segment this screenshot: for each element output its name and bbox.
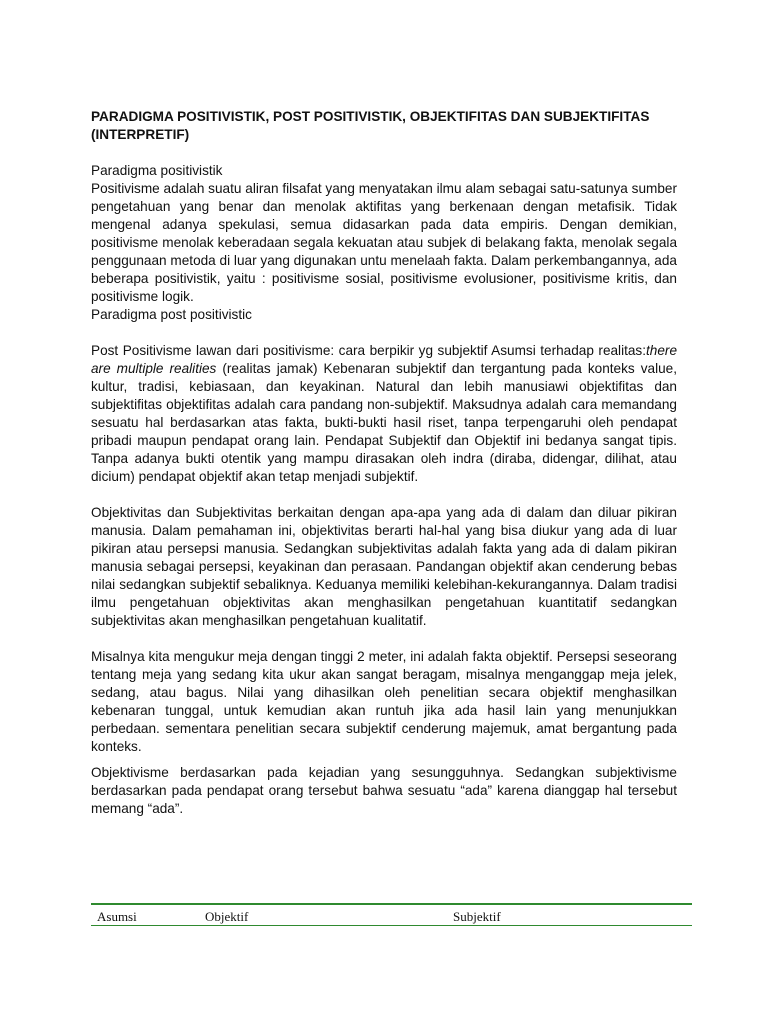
paragraph-post-positivisme-a: Post Positivisme lawan dari positivisme: cara berpikir yg subjektif Asumsi terhadap realitas: bbox=[91, 343, 647, 358]
paragraph-objektivitas: Objektivitas dan Subjektivitas berkaitan dengan apa-apa yang ada di dalam dan diluar pikiran manusia. Dalam pemahaman ini, objektivitas berarti hal-hal yang bisa diukur yang ada di luar pikiran atau persepsi manusia. Sedangkan subjektivitas adalah fakta yang ada di dalam pikiran manusia sebagai persepsi, keyakinan dan perasaan. Pandangan objektif akan cenderung bebas nilai sedangkan subjektif sebaliknya. Keduanya memiliki kelebihan-kekurangannya. Dalam tradisi ilmu pengetahuan objektivitas akan menghasilkan pengetahuan kuantitatif sedangkan subjektivitas akan menghasilkan pengetahuan kualitatif. bbox=[91, 505, 677, 628]
table-header-objektif: Objektif bbox=[205, 909, 249, 924]
paragraph-objektivisme: Objektivisme berdasarkan pada kejadian yang sesungguhnya. Sedangkan subjektivisme berdasarkan pada pendapat orang tersebut bahwa sesuatu “ada” karena dianggap hal tersebut memang “ada”. bbox=[91, 765, 677, 816]
paragraph-positivisme: Positivisme adalah suatu aliran filsafat yang menyatakan ilmu alam sebagai satu-satunya sumber pengetahuan yang benar dan menolak aktifitas yang berkenaan dengan metafisik. Tidak mengenal adanya spekulasi, semua didasarkan pada data empiris. Dengan demikian, positivisme menolak keberadaan segala kekuatan atau subjek di belakang fakta, menolak segala penggunaan metoda di luar yang digunakan untu menelaah fakta. Dalam perkembangannya, ada beberapa positivistik, yaitu : positivisme sosial, positivisme evolusioner, positivisme kritis, dan positivisme logik. bbox=[91, 181, 677, 304]
paragraph-post-positivisme-b: (realitas jamak) Kebenaran subjektif dan tergantung pada konteks value, kultur, tradisi, kebiasaan, dan keyakinan. Natural dan lebih manusiawi objektifitas dan subjektifitas objektifitas adalah cara pandang non-subjektif. Maksudnya adalah cara memandang sesuatu hal berdasarkan atas fakta, bukti-bukti hasil riset, tanpa terpengaruhi oleh pendapat pribadi maupun pendapat orang lain. Pendapat Subjektif dan Objektif ini bedanya sangat tipis. Tanpa adanya bukti otentik yang mampu dirasakan oleh indra (diraba, didengar, dilihat, atau dicium) pendapat objektif akan tetap menjadi subjektif. bbox=[91, 361, 677, 484]
table-header-asumsi: Asumsi bbox=[97, 909, 137, 924]
table-header-subjektif: Subjektif bbox=[453, 909, 501, 924]
paragraph-misalnya: Misalnya kita mengukur meja dengan tinggi 2 meter, ini adalah fakta objektif. Persepsi seseorang tentang meja yang sedang kita ukur akan sangat beragam, misalnya menganggap meja jelek, sedang, atau bagus. Nilai yang dihasilkan oleh penelitian secara objektif menghasilkan kebenaran tunggal, untuk kemudian akan runtuh jika ada hasil lain yang menunjukkan perbedaan. sementara penelitian secara subjektif cenderung majemuk, amat bergantung pada konteks. bbox=[91, 649, 677, 754]
comparison-table-header bbox=[91, 903, 692, 926]
document-title: PARADIGMA POSITIVISTIK, POST POSITIVISTIK, OBJEKTIFITAS DAN SUBJEKTIFITAS (INTERPRETIF) bbox=[91, 109, 650, 142]
section-heading-positivistik: Paradigma positivistik bbox=[91, 163, 223, 178]
paragraph-post-positivisme-italic: there are multiple realities bbox=[91, 343, 677, 376]
section-heading-post-positivistic: Paradigma post positivistic bbox=[91, 307, 252, 322]
document-page bbox=[91, 108, 677, 818]
paragraph-post-positivisme bbox=[91, 342, 677, 486]
